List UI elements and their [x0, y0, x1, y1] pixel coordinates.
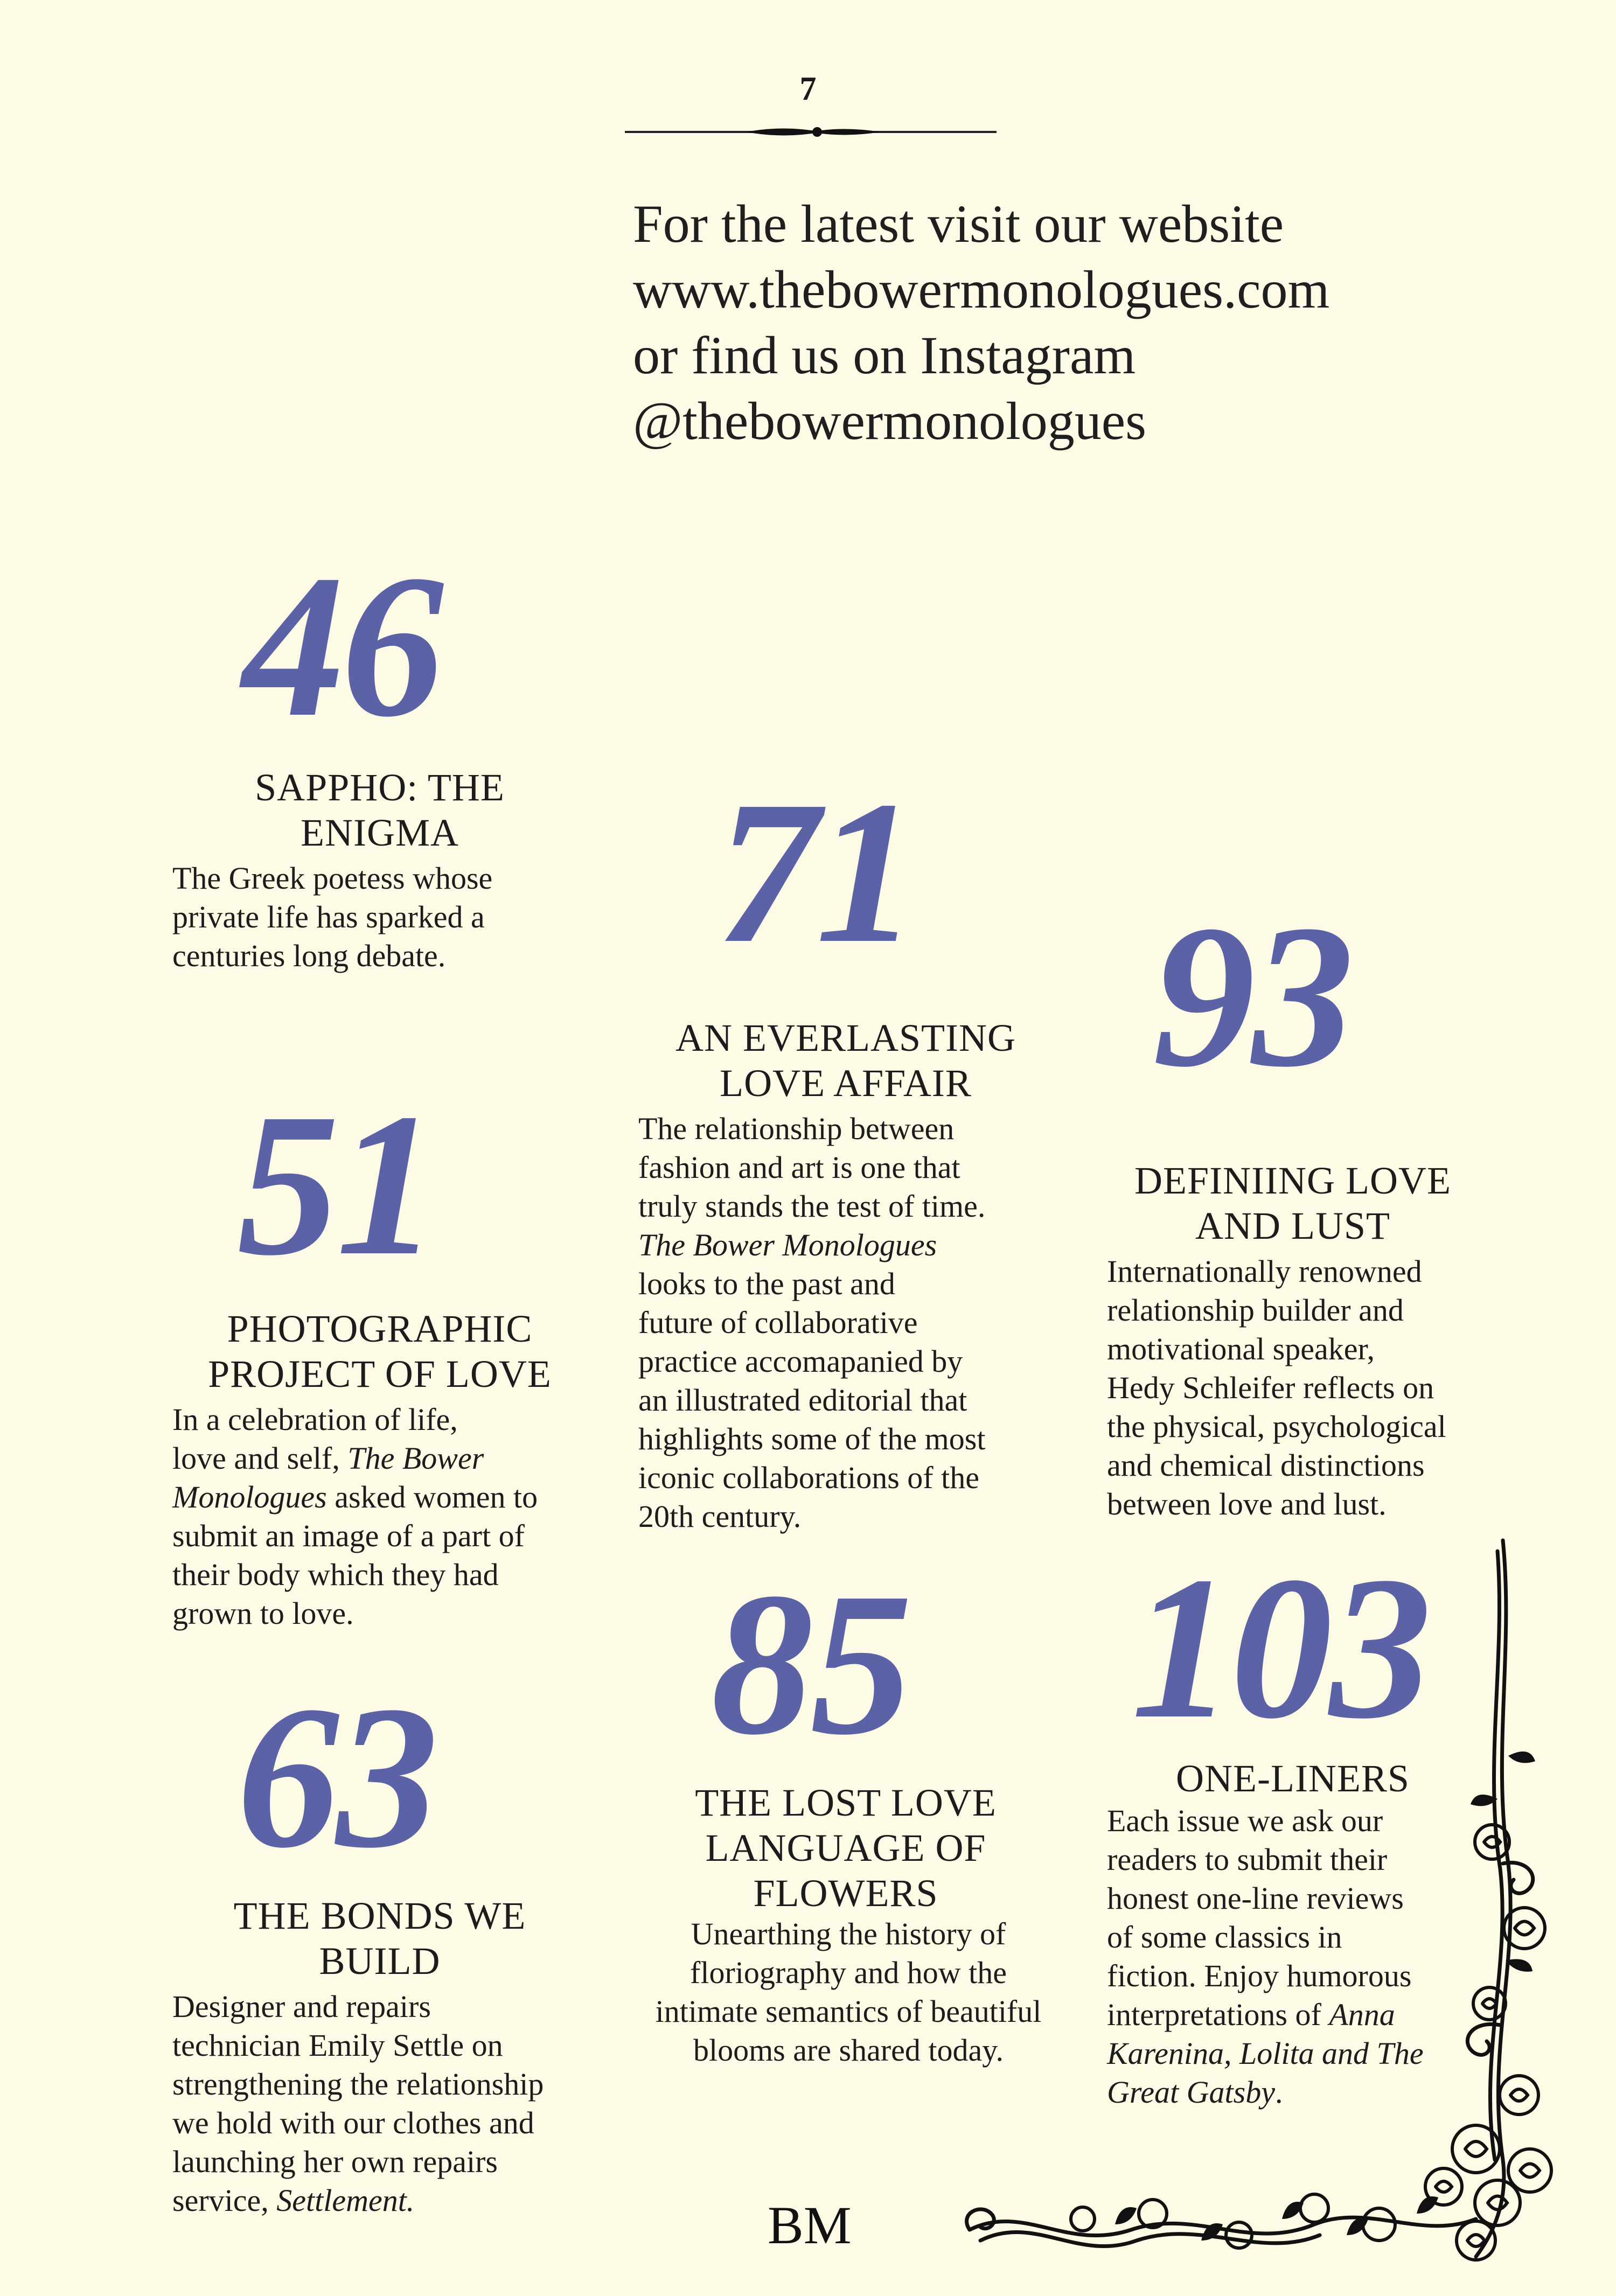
- heading-sappho: [178, 765, 582, 855]
- body-line: Each issue we ask our: [1107, 1803, 1383, 1838]
- body-line: centuries long debate.: [172, 938, 446, 973]
- website-link[interactable]: www.thebowermonologues.com: [633, 260, 1330, 319]
- heading-everlasting-love-affair: [636, 1015, 1056, 1106]
- heading-bonds-we-build: [178, 1893, 582, 1984]
- heading-line: AN EVERLASTING: [675, 1016, 1016, 1059]
- heading-line: PROJECT OF LOVE: [208, 1352, 552, 1395]
- heading-line: ONE-LINERS: [1176, 1757, 1410, 1800]
- body-line: their body which they had: [172, 1557, 499, 1592]
- page-number: 7: [799, 71, 817, 107]
- floral-vine-decoration: [959, 1534, 1578, 2284]
- instagram-handle[interactable]: @thebowermonologues: [633, 391, 1147, 451]
- body-everlasting-love-affair: [638, 1109, 1064, 1536]
- heading-line: PHOTOGRAPHIC: [227, 1307, 533, 1350]
- body-line: strengthening the relationship: [172, 2067, 544, 2102]
- heading-line: THE LOST LOVE: [695, 1781, 997, 1824]
- body-line: the physical, psychological: [1107, 1409, 1446, 1444]
- body-line: 20th century.: [638, 1499, 802, 1534]
- page-number-71: 71: [716, 759, 915, 986]
- body-line: Hedy Schleifer reflects on: [1107, 1370, 1434, 1405]
- heading-line: LANGUAGE OF: [705, 1826, 986, 1869]
- bm-monogram-logo: [762, 2192, 852, 2273]
- body-line: of some classics in: [1107, 1920, 1342, 1955]
- body-line: The Greek poetess whose: [172, 861, 493, 896]
- body-line: floriography and how the: [690, 1955, 1007, 1990]
- body-line: highlights some of the most: [638, 1421, 986, 1456]
- body-line: launching her own repairs: [172, 2144, 498, 2179]
- intro-line: or find us on Instagram: [633, 325, 1136, 385]
- body-line: future of collaborative: [638, 1305, 918, 1340]
- heading-line: FLOWERS: [753, 1872, 938, 1915]
- body-line: Internationally renowned: [1107, 1254, 1422, 1289]
- body-line: truly stands the test of time.: [638, 1189, 986, 1224]
- body-line: iconic collaborations of the: [638, 1460, 979, 1495]
- body-sappho: [172, 859, 603, 975]
- heading-line: AND LUST: [1195, 1204, 1390, 1247]
- intro-line: For the latest visit our website: [633, 194, 1284, 254]
- body-line: an illustrated editorial that: [638, 1383, 967, 1418]
- body-line: submit an image of a part of: [172, 1518, 525, 1553]
- page-number-51: 51: [237, 1071, 435, 1298]
- body-line: we hold with our clothes and: [172, 2105, 534, 2140]
- heading-photographic-project: [178, 1306, 582, 1397]
- body-bonds-we-build: [172, 1987, 603, 2220]
- body-line: love and self, The Bower: [172, 1441, 484, 1476]
- body-line: looks to the past and: [638, 1266, 895, 1301]
- body-line: fashion and art is one that: [638, 1150, 960, 1185]
- body-line: The Bower Monologues: [638, 1227, 937, 1262]
- body-line: honest one-line reviews: [1107, 1881, 1404, 1916]
- body-line: blooms are shared today.: [693, 2033, 1004, 2068]
- logo-letters: BM: [768, 2195, 852, 2255]
- body-line: Monologues asked women to: [172, 1480, 538, 1515]
- body-line: intimate semantics of beautiful: [655, 1994, 1042, 2029]
- heading-line: THE BONDS WE: [233, 1894, 526, 1937]
- ornamental-divider: [622, 118, 999, 145]
- body-line: The relationship between: [638, 1111, 955, 1146]
- body-line: In a celebration of life,: [172, 1402, 458, 1437]
- body-line: service, Settlement.: [172, 2183, 415, 2218]
- body-line: Designer and repairs: [172, 1989, 431, 2024]
- body-line: private life has sparked a: [172, 899, 485, 934]
- page-number-46: 46: [242, 533, 441, 759]
- body-line: motivational speaker,: [1107, 1331, 1375, 1366]
- body-line: fiction. Enjoy humorous: [1107, 1958, 1412, 1993]
- page-number-63: 63: [237, 1664, 435, 1890]
- heading-line: DEFINIING LOVE: [1134, 1159, 1451, 1202]
- heading-line: ENIGMA: [301, 811, 459, 854]
- body-line: technician Emily Settle on: [172, 2028, 503, 2063]
- body-line: Great Gatsby.: [1107, 2075, 1283, 2110]
- heading-defining-love-lust: [1093, 1158, 1492, 1248]
- intro-block: [633, 191, 1522, 454]
- body-line: Karenina, Lolita and The: [1107, 2036, 1424, 2071]
- body-line: readers to submit their: [1107, 1842, 1388, 1877]
- body-photographic-project: [172, 1400, 603, 1633]
- body-line: grown to love.: [172, 1596, 354, 1631]
- body-line: practice accomapanied by: [638, 1344, 963, 1379]
- heading-line: SAPPHO: THE: [255, 766, 505, 809]
- body-line: interpretations of Anna: [1107, 1997, 1395, 2032]
- body-line: relationship builder and: [1107, 1293, 1404, 1328]
- page-number-93: 93: [1153, 883, 1351, 1109]
- page-number-103: 103: [1131, 1534, 1429, 1761]
- body-defining-love-lust: [1107, 1252, 1538, 1524]
- heading-line: BUILD: [319, 1939, 441, 1983]
- body-line: Unearthing the history of: [691, 1916, 1006, 1951]
- body-line: and chemical distinctions: [1107, 1448, 1425, 1483]
- heading-line: LOVE AFFAIR: [720, 1062, 972, 1105]
- body-line: between love and lust.: [1107, 1487, 1387, 1522]
- page-number-85: 85: [711, 1551, 909, 1777]
